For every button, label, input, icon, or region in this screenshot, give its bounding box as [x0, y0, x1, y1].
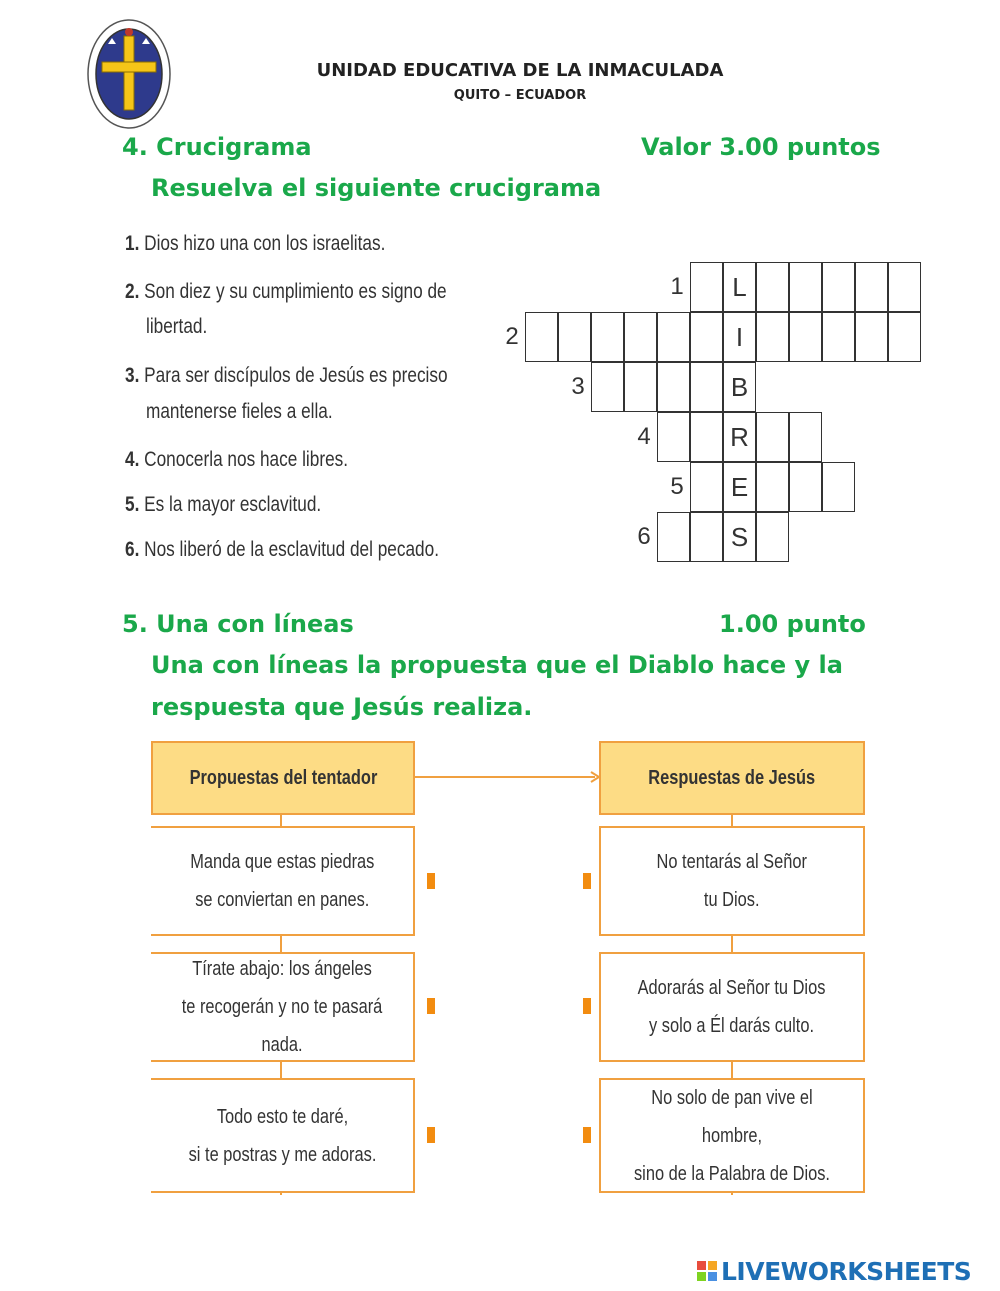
crossword-cell[interactable]: [624, 312, 657, 362]
crossword-cell[interactable]: [855, 262, 888, 312]
crossword-number-6: 6: [637, 523, 651, 550]
section4-title: 4. Crucigrama: [122, 133, 312, 161]
section5-instruction-1: Una con líneas la propuesta que el Diablo hace y la: [151, 651, 843, 679]
right-dot-1[interactable]: [583, 873, 591, 889]
crossword-cell[interactable]: [624, 362, 657, 412]
left-item-1: Manda que estas piedras se conviertan en panes.: [151, 826, 415, 936]
crossword-cell[interactable]: [558, 312, 591, 362]
crossword-cell[interactable]: [789, 262, 822, 312]
crossword-cell[interactable]: [690, 312, 723, 362]
crossword-cell[interactable]: [591, 312, 624, 362]
right-dot-3[interactable]: [583, 1127, 591, 1143]
clue-4: 4. Conocerla nos hace libres.: [125, 448, 349, 471]
crossword-cell[interactable]: [690, 362, 723, 412]
crossword-number-1: 1: [670, 273, 684, 300]
crossword-cell[interactable]: [822, 262, 855, 312]
crossword-cell[interactable]: [657, 412, 690, 462]
crossword-cell[interactable]: [756, 312, 789, 362]
right-item-1: No tentarás al Señor tu Dios.: [599, 826, 865, 936]
crossword-cell[interactable]: [657, 312, 690, 362]
crossword-letter-1: L: [732, 272, 747, 302]
crossword-cell[interactable]: [756, 462, 789, 512]
crossword-cell[interactable]: [690, 412, 723, 462]
crossword-cell[interactable]: [690, 462, 723, 512]
crossword-letter-4: R: [730, 422, 749, 452]
section4-instruction: Resuelva el siguiente crucigrama: [151, 174, 602, 202]
crossword-cell[interactable]: [789, 462, 822, 512]
crossword-cell[interactable]: [657, 362, 690, 412]
section5-value: 1.00 punto: [719, 610, 866, 638]
crossword-number-2: 2: [505, 323, 519, 350]
left-dot-3[interactable]: [427, 1127, 435, 1143]
crossword-number-3: 3: [571, 373, 585, 400]
crossword-cell[interactable]: [690, 512, 723, 562]
crossword-cell[interactable]: [822, 462, 855, 512]
crossword-letter-6: S: [730, 522, 749, 552]
crossword-cell[interactable]: [789, 412, 822, 462]
crossword-cell[interactable]: [591, 362, 624, 412]
left-item-2: Tírate abajo: los ángeles te recogerán y no te pasará nada.: [151, 952, 415, 1062]
right-header: Respuestas de Jesús: [599, 741, 865, 815]
clue-2-cont: libertad.: [146, 315, 208, 338]
crossword-letter-3: B: [730, 372, 749, 402]
crossword-cell[interactable]: [855, 312, 888, 362]
crossword-cell[interactable]: [657, 512, 690, 562]
crossword-cell[interactable]: [888, 312, 921, 362]
crossword-cell[interactable]: [525, 312, 558, 362]
school-city: QUITO – ECUADOR: [453, 88, 587, 103]
crossword-number-5: 5: [670, 473, 684, 500]
school-title: UNIDAD EDUCATIVA DE LA INMACULADA: [316, 60, 724, 81]
left-dot-2[interactable]: [427, 998, 435, 1014]
clue-5: 5. Es la mayor esclavitud.: [125, 493, 322, 516]
crossword-cell[interactable]: [690, 262, 723, 312]
crossword-cell[interactable]: [888, 262, 921, 312]
clue-6: 6. Nos liberó de la esclavitud del pecado.: [125, 538, 439, 561]
clue-3: 3. Para ser discípulos de Jesús es preciso: [125, 364, 448, 387]
right-dot-2[interactable]: [583, 998, 591, 1014]
clue-3-cont: mantenerse fieles a ella.: [146, 400, 333, 423]
crossword-cell[interactable]: [789, 312, 822, 362]
crossword-cell[interactable]: [756, 412, 789, 462]
section5-title: 5. Una con líneas: [122, 610, 354, 638]
crossword-letter-2: I: [735, 322, 744, 352]
liveworksheets-wordmark: LIVEWORKSHEETS: [721, 1256, 972, 1286]
clue-2: 2. Son diez y su cumplimiento es signo de: [125, 280, 447, 303]
crossword-cell[interactable]: [822, 312, 855, 362]
left-header: Propuestas del tentador: [151, 741, 415, 815]
liveworksheets-logo: [697, 1256, 971, 1286]
header-arrow: [415, 770, 601, 784]
clue-1: 1. Dios hizo una con los israelitas.: [125, 232, 386, 255]
right-item-3: No solo de pan vive el hombre, sino de la Palabra de Dios.: [599, 1078, 865, 1193]
crossword-cell[interactable]: [756, 512, 789, 562]
left-item-3: Todo esto te daré, si te postras y me adoras.: [151, 1078, 415, 1193]
crossword-number-4: 4: [637, 423, 651, 450]
section4-value: Valor 3.00 puntos: [641, 133, 881, 161]
left-dot-1[interactable]: [427, 873, 435, 889]
section5-instruction-2: respuesta que Jesús realiza.: [151, 693, 533, 721]
crossword-cell[interactable]: [756, 262, 789, 312]
right-item-2: Adorarás al Señor tu Dios y solo a Él darás culto.: [599, 952, 865, 1062]
crossword-letter-5: E: [730, 472, 749, 502]
liveworksheets-icon: [697, 1261, 717, 1281]
